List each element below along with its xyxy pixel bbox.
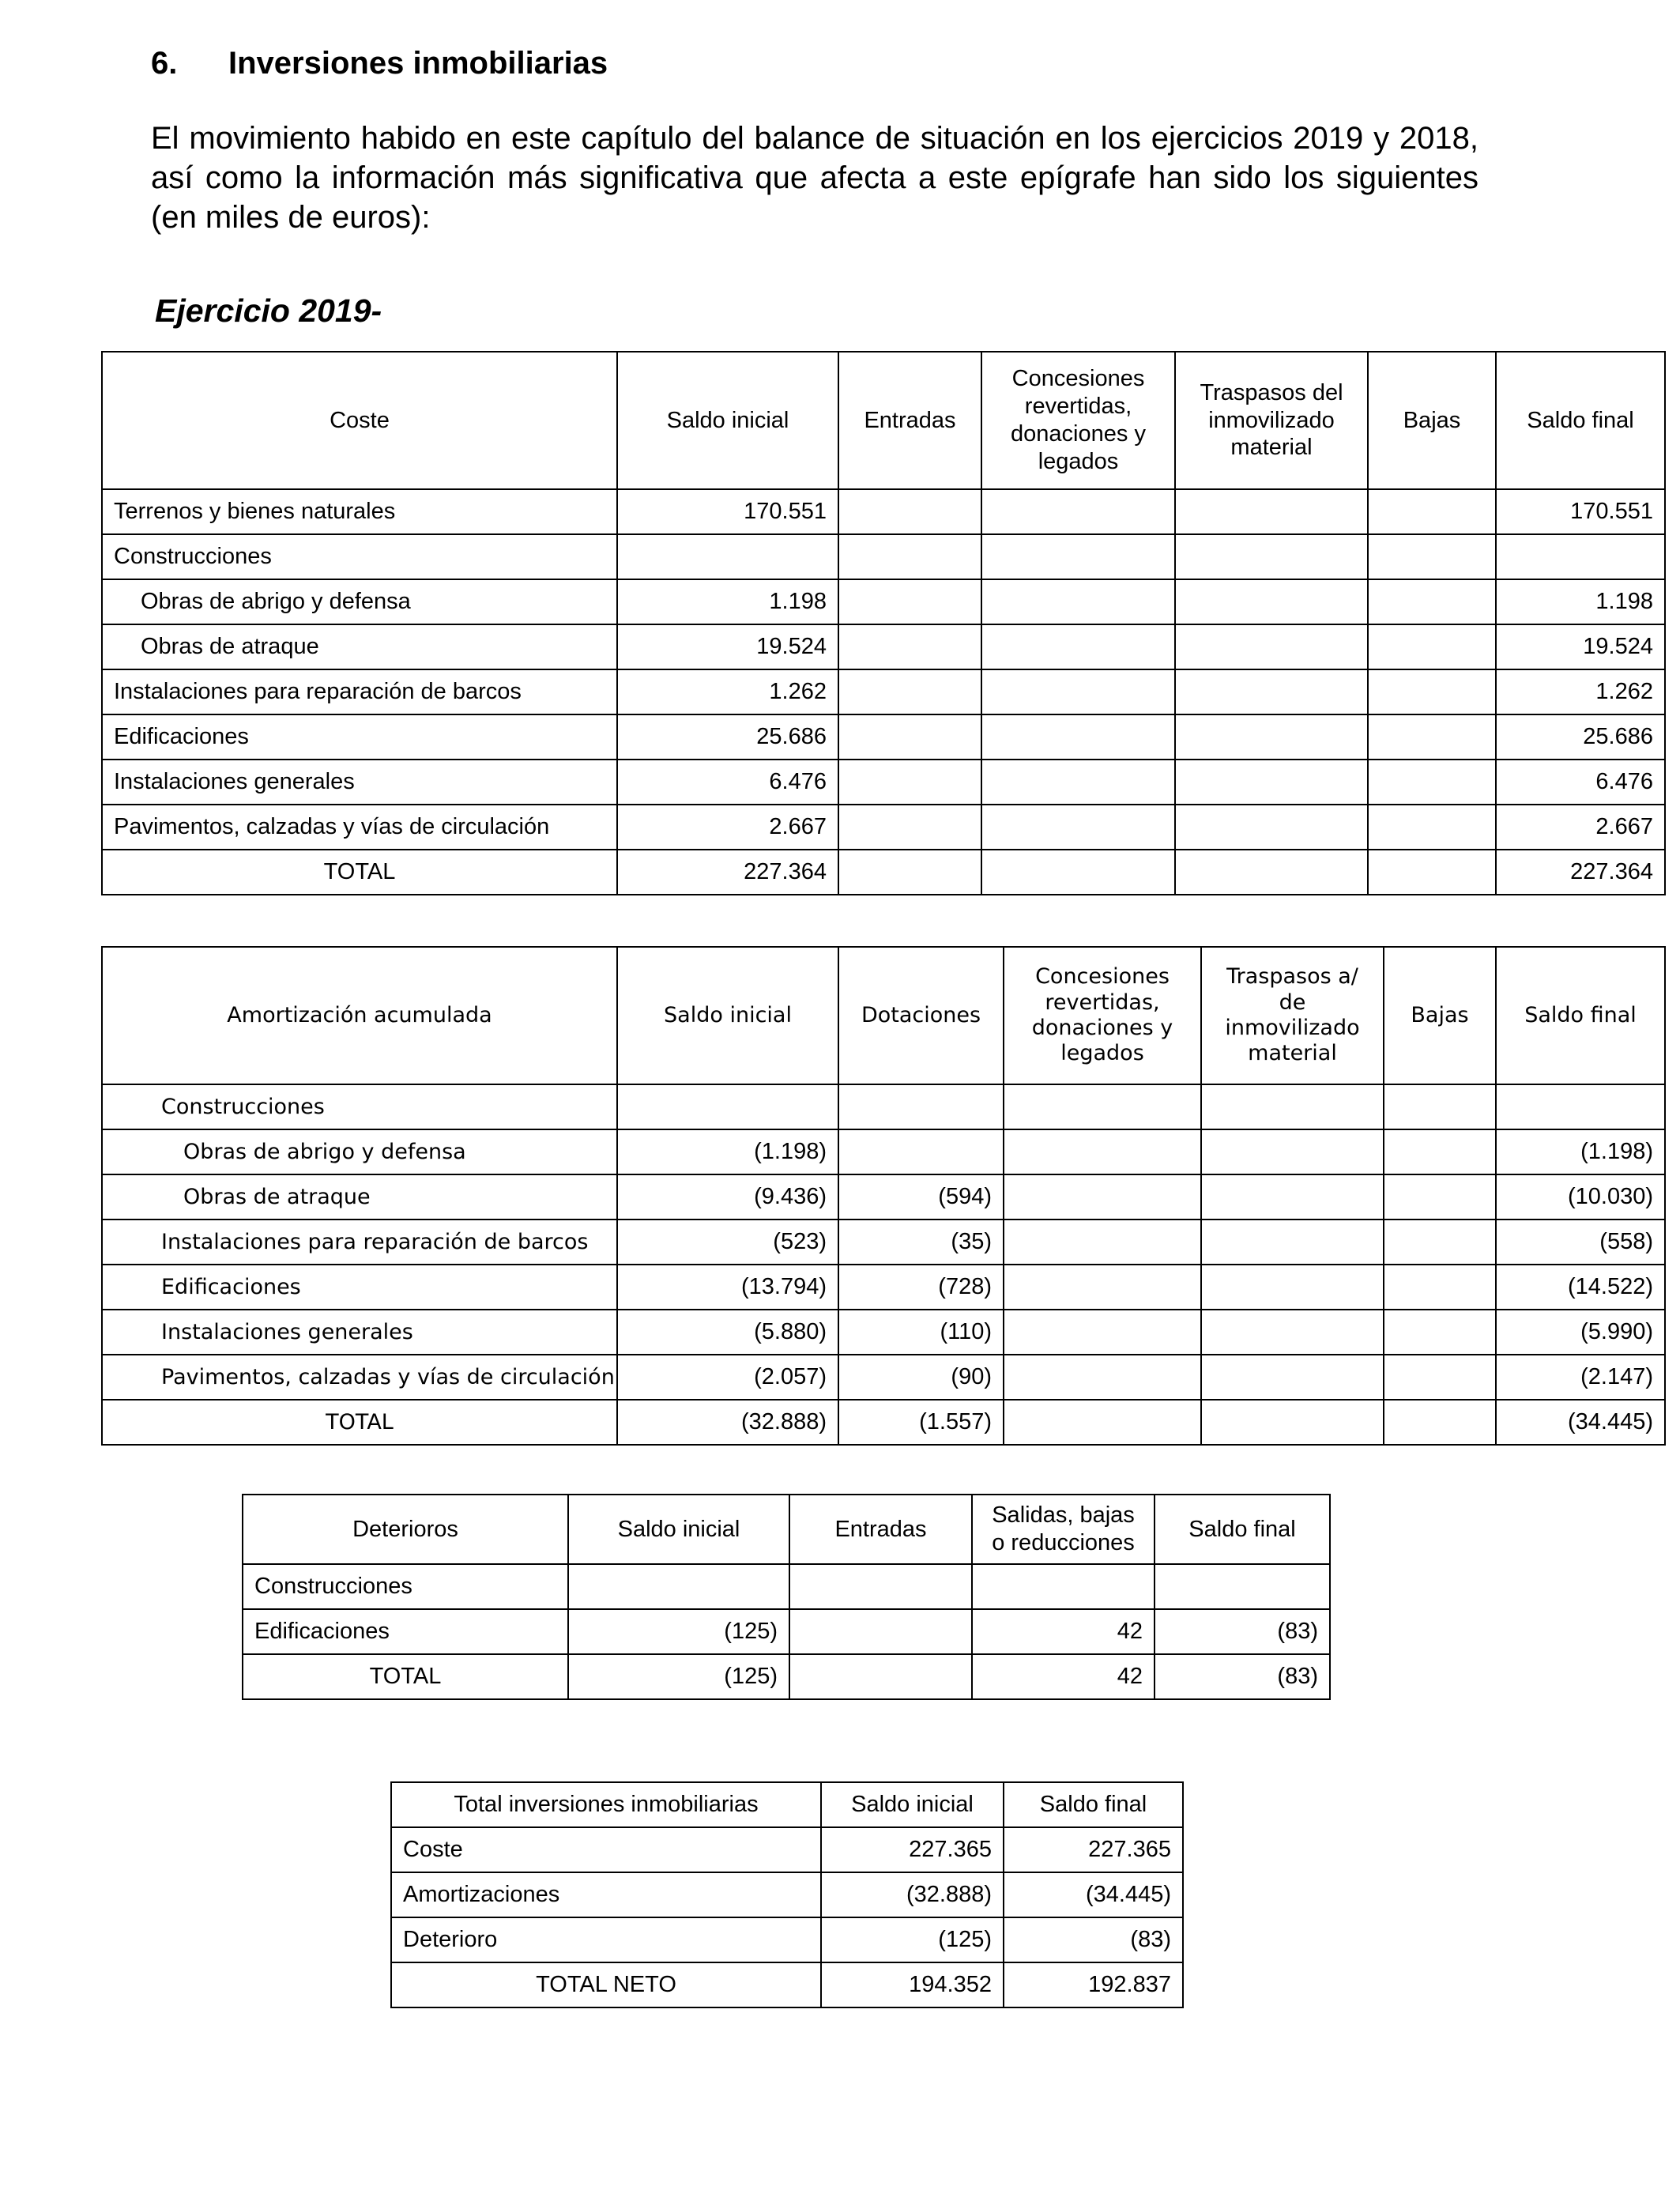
header-cell: Deterioros <box>243 1495 568 1564</box>
cell <box>1384 1084 1496 1129</box>
header-cell: Concesiones revertidas, donaciones y legados <box>981 352 1175 489</box>
cell: (125) <box>568 1654 789 1699</box>
cell: (2.147) <box>1496 1355 1665 1400</box>
cell <box>1175 850 1368 895</box>
cell: (110) <box>838 1310 1004 1355</box>
cell: (83) <box>1155 1654 1330 1699</box>
table-row <box>102 624 1665 669</box>
total-row <box>102 1400 1665 1445</box>
cell <box>838 534 981 579</box>
cell: (32.888) <box>617 1400 838 1445</box>
cell <box>1384 1400 1496 1445</box>
header-cell: Dotaciones <box>838 947 1004 1084</box>
row-label: Edificaciones <box>243 1609 568 1654</box>
intro-paragraph: El movimiento habido en este capítulo del balance de situación en los ejercicios 2019 y 2018, así como la información más significativa que afecta a este epígrafe han sido los siguientes (en miles de euros): <box>151 121 1478 235</box>
cell <box>1201 1265 1384 1310</box>
cell <box>1384 1129 1496 1174</box>
table-row <box>243 1564 1330 1609</box>
cell <box>1004 1355 1201 1400</box>
cell <box>1175 534 1368 579</box>
cell: (10.030) <box>1496 1174 1665 1220</box>
cell <box>1201 1310 1384 1355</box>
amortizacion-table <box>101 946 1666 1446</box>
header-cell: Amortización acumulada <box>102 947 617 1084</box>
cell <box>1175 805 1368 850</box>
cell <box>1496 534 1665 579</box>
cell <box>1201 1084 1384 1129</box>
deterioros-table <box>242 1494 1331 1700</box>
table-row <box>102 534 1665 579</box>
cell <box>1004 1265 1201 1310</box>
cell: 1.198 <box>1496 579 1665 624</box>
row-label: Instalaciones para reparación de barcos <box>102 1220 617 1265</box>
cell: 1.262 <box>617 669 838 714</box>
cell <box>789 1609 972 1654</box>
table-row <box>102 1129 1665 1174</box>
cell <box>1368 669 1496 714</box>
cell <box>1368 760 1496 805</box>
row-label: Pavimentos, calzadas y vías de circulación <box>102 1355 617 1400</box>
cell <box>1004 1174 1201 1220</box>
table-row <box>391 1827 1183 1872</box>
cell <box>1384 1220 1496 1265</box>
row-label: Terrenos y bienes naturales <box>102 489 617 534</box>
cell: (13.794) <box>617 1265 838 1310</box>
coste-table <box>101 351 1666 895</box>
cell: (83) <box>1155 1609 1330 1654</box>
row-label: Obras de atraque <box>102 1174 617 1220</box>
cell <box>1368 579 1496 624</box>
cell: (2.057) <box>617 1355 838 1400</box>
header-cell: Saldo final <box>1004 1782 1183 1827</box>
cell <box>981 534 1175 579</box>
table-row <box>102 1310 1665 1355</box>
cell <box>981 579 1175 624</box>
cell <box>1201 1355 1384 1400</box>
cell: 19.524 <box>1496 624 1665 669</box>
cell <box>1368 850 1496 895</box>
cell: (125) <box>821 1917 1004 1962</box>
cell: (34.445) <box>1004 1872 1183 1917</box>
cell: (1.198) <box>617 1129 838 1174</box>
cell <box>1004 1084 1201 1129</box>
cell: (9.436) <box>617 1174 838 1220</box>
cell <box>981 669 1175 714</box>
cell <box>838 1129 1004 1174</box>
table-row <box>102 669 1665 714</box>
cell <box>1368 714 1496 760</box>
cell: 1.262 <box>1496 669 1665 714</box>
header-cell: Bajas <box>1384 947 1496 1084</box>
cell: 6.476 <box>1496 760 1665 805</box>
cell: 1.198 <box>617 579 838 624</box>
cell: (558) <box>1496 1220 1665 1265</box>
table-row <box>102 489 1665 534</box>
cell: 19.524 <box>617 624 838 669</box>
cell: (728) <box>838 1265 1004 1310</box>
table-row <box>243 1609 1330 1654</box>
cell <box>617 1084 838 1129</box>
row-label: TOTAL <box>243 1654 568 1699</box>
row-label: Edificaciones <box>102 1265 617 1310</box>
cell <box>1004 1220 1201 1265</box>
cell <box>838 669 981 714</box>
row-label: Obras de abrigo y defensa <box>102 1129 617 1174</box>
total-row <box>243 1654 1330 1699</box>
cell <box>1201 1400 1384 1445</box>
year-subheading: Ejercicio 2019- <box>155 292 382 329</box>
cell <box>981 489 1175 534</box>
cell <box>1175 489 1368 534</box>
cell: 25.686 <box>1496 714 1665 760</box>
cell: 2.667 <box>617 805 838 850</box>
header-cell: Saldo final <box>1496 352 1665 489</box>
cell: (5.880) <box>617 1310 838 1355</box>
total-row <box>102 850 1665 895</box>
header-cell: Saldo inicial <box>821 1782 1004 1827</box>
row-label: Pavimentos, calzadas y vías de circulación <box>102 805 617 850</box>
cell <box>838 850 981 895</box>
cell: (1.198) <box>1496 1129 1665 1174</box>
cell: (34.445) <box>1496 1400 1665 1445</box>
header-cell: Concesiones revertidas, donaciones y legados <box>1004 947 1201 1084</box>
cell <box>1368 489 1496 534</box>
table-header-row <box>391 1782 1183 1827</box>
cell: (32.888) <box>821 1872 1004 1917</box>
cell: (523) <box>617 1220 838 1265</box>
header-cell: Total inversiones inmobiliarias <box>391 1782 821 1827</box>
cell <box>1004 1400 1201 1445</box>
header-cell: Bajas <box>1368 352 1496 489</box>
cell <box>617 534 838 579</box>
cell: 227.365 <box>821 1827 1004 1872</box>
header-cell: Entradas <box>789 1495 972 1564</box>
header-cell: Saldo final <box>1496 947 1665 1084</box>
table-header-row <box>102 947 1665 1084</box>
total-inversiones-table <box>390 1781 1184 2008</box>
cell: 2.667 <box>1496 805 1665 850</box>
table-row <box>102 1174 1665 1220</box>
cell <box>789 1654 972 1699</box>
header-cell: Traspasos a/ de inmovilizado material <box>1201 947 1384 1084</box>
row-label: Construcciones <box>102 1084 617 1129</box>
cell: (125) <box>568 1609 789 1654</box>
cell: (594) <box>838 1174 1004 1220</box>
cell <box>838 579 981 624</box>
cell <box>1175 714 1368 760</box>
total-row <box>391 1962 1183 2007</box>
cell: 227.364 <box>617 850 838 895</box>
cell: (35) <box>838 1220 1004 1265</box>
cell: 42 <box>972 1654 1155 1699</box>
row-label: Construcciones <box>102 534 617 579</box>
table-row <box>102 805 1665 850</box>
cell: 170.551 <box>617 489 838 534</box>
table-row <box>102 1265 1665 1310</box>
cell <box>1384 1265 1496 1310</box>
table-row <box>102 760 1665 805</box>
section-heading <box>151 46 608 81</box>
section-title: Inversiones inmobiliarias <box>228 46 608 81</box>
table-header-row <box>243 1495 1330 1564</box>
row-label: TOTAL <box>102 850 617 895</box>
cell: 6.476 <box>617 760 838 805</box>
cell <box>981 714 1175 760</box>
cell <box>1004 1310 1201 1355</box>
cell <box>1004 1129 1201 1174</box>
cell <box>1384 1355 1496 1400</box>
header-cell: Traspasos del inmovilizado material <box>1175 352 1368 489</box>
cell <box>1496 1084 1665 1129</box>
table-row <box>102 579 1665 624</box>
row-label: Instalaciones generales <box>102 760 617 805</box>
cell <box>838 1084 1004 1129</box>
cell: 25.686 <box>617 714 838 760</box>
table-header-row <box>102 352 1665 489</box>
cell: (90) <box>838 1355 1004 1400</box>
cell <box>1384 1310 1496 1355</box>
header-cell: Saldo inicial <box>617 947 838 1084</box>
cell <box>789 1564 972 1609</box>
cell: 227.365 <box>1004 1827 1183 1872</box>
header-cell: Coste <box>102 352 617 489</box>
cell: (1.557) <box>838 1400 1004 1445</box>
table-row <box>102 714 1665 760</box>
cell: (14.522) <box>1496 1265 1665 1310</box>
row-label: TOTAL NETO <box>391 1962 821 2007</box>
cell <box>838 714 981 760</box>
cell <box>1175 579 1368 624</box>
row-label: Instalaciones para reparación de barcos <box>102 669 617 714</box>
cell <box>1201 1220 1384 1265</box>
cell <box>972 1564 1155 1609</box>
cell: 42 <box>972 1609 1155 1654</box>
table-row <box>102 1355 1665 1400</box>
cell: 192.837 <box>1004 1962 1183 2007</box>
cell <box>1368 805 1496 850</box>
header-cell: Saldo inicial <box>617 352 838 489</box>
row-label: Construcciones <box>243 1564 568 1609</box>
row-label: Deterioro <box>391 1917 821 1962</box>
table-row <box>102 1084 1665 1129</box>
cell <box>1201 1129 1384 1174</box>
cell: 194.352 <box>821 1962 1004 2007</box>
row-label: Amortizaciones <box>391 1872 821 1917</box>
cell <box>1384 1174 1496 1220</box>
row-label: TOTAL <box>102 1400 617 1445</box>
table-row <box>102 1220 1665 1265</box>
cell <box>1368 624 1496 669</box>
section-number: 6. <box>151 46 178 81</box>
cell <box>981 850 1175 895</box>
cell <box>1175 760 1368 805</box>
cell: 170.551 <box>1496 489 1665 534</box>
cell <box>838 624 981 669</box>
header-cell: Entradas <box>838 352 981 489</box>
cell <box>838 805 981 850</box>
row-label: Obras de abrigo y defensa <box>102 579 617 624</box>
cell <box>1175 624 1368 669</box>
cell: (83) <box>1004 1917 1183 1962</box>
row-label: Instalaciones generales <box>102 1310 617 1355</box>
cell <box>981 624 1175 669</box>
cell <box>981 760 1175 805</box>
header-cell: Saldo inicial <box>568 1495 789 1564</box>
table-row <box>391 1872 1183 1917</box>
cell: 227.364 <box>1496 850 1665 895</box>
cell <box>1201 1174 1384 1220</box>
row-label: Obras de atraque <box>102 624 617 669</box>
cell <box>568 1564 789 1609</box>
cell <box>1368 534 1496 579</box>
row-label: Edificaciones <box>102 714 617 760</box>
cell <box>981 805 1175 850</box>
cell <box>838 760 981 805</box>
row-label: Coste <box>391 1827 821 1872</box>
cell <box>1175 669 1368 714</box>
header-cell: Salidas, bajas o reducciones <box>972 1495 1155 1564</box>
cell <box>1155 1564 1330 1609</box>
header-cell: Saldo final <box>1155 1495 1330 1564</box>
cell <box>838 489 981 534</box>
cell: (5.990) <box>1496 1310 1665 1355</box>
table-row <box>391 1917 1183 1962</box>
